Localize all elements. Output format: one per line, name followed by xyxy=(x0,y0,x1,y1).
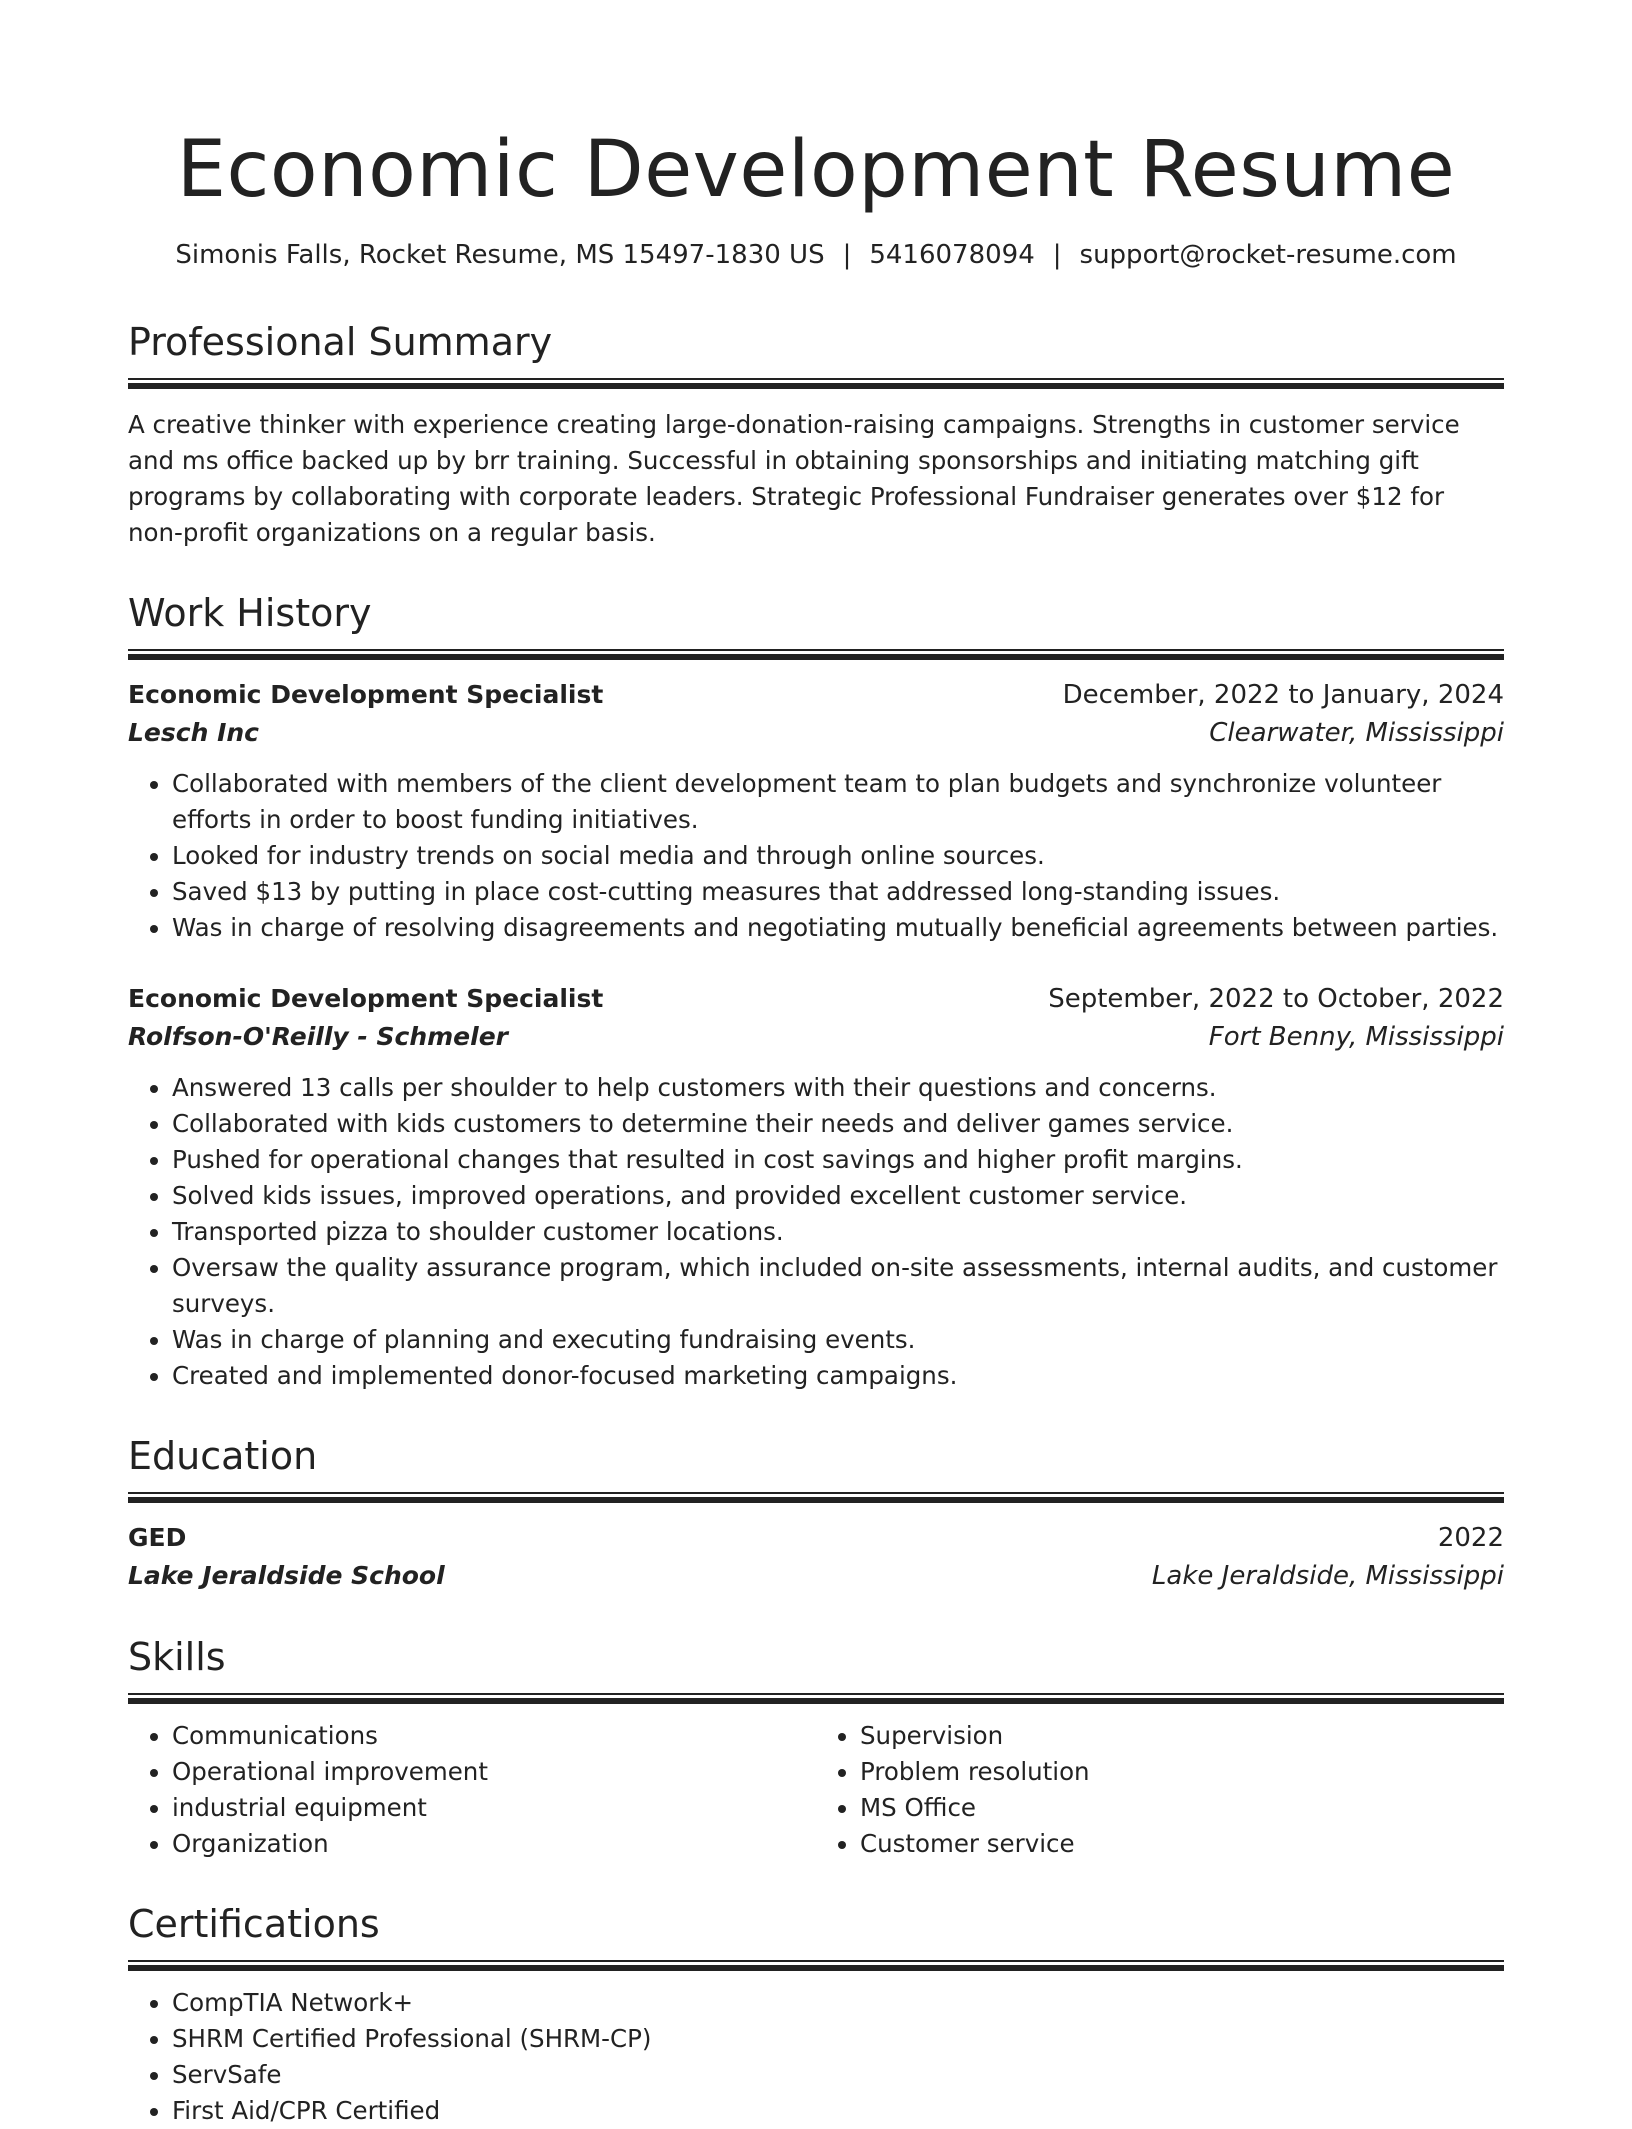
resume-title: Economic Development Resume xyxy=(176,125,1456,215)
contact-line xyxy=(128,238,1504,272)
job-location: Fort Benny, Mississippi xyxy=(1208,1022,1504,1052)
list-item: • Supervision xyxy=(860,1718,1504,1754)
summary-section xyxy=(128,318,1504,551)
list-item: • Created and implemented donor-focused marketing campaigns. xyxy=(172,1358,1504,1394)
list-item: • Was in charge of resolving disagreements and negotiating mutually beneficial agreements between parties. xyxy=(172,910,1504,946)
job-company-row xyxy=(128,714,1504,752)
list-item: • Communications xyxy=(172,1718,816,1754)
section-heading-work-history: Work History xyxy=(128,591,372,635)
list-item: • Answered 13 calls per shoulder to help customers with their questions and concerns. xyxy=(172,1070,1504,1106)
work-history-section xyxy=(128,589,1504,1394)
list-item: • Transported pizza to shoulder customer locations. xyxy=(172,1214,1504,1250)
job-bullets xyxy=(128,1070,1504,1394)
job-company: Rolfson-O'Reilly - Schmeler xyxy=(128,1022,508,1051)
certifications-list xyxy=(128,1985,1504,2129)
job-dates: September, 2022 to October, 2022 xyxy=(1048,984,1504,1014)
certifications-section xyxy=(128,1900,1504,2129)
list-item: • Solved kids issues, improved operations, and provided excellent customer service. xyxy=(172,1178,1504,1214)
section-heading-summary: Professional Summary xyxy=(128,320,553,364)
list-item: • Operational improvement xyxy=(172,1754,816,1790)
section-divider xyxy=(128,378,1504,389)
job-entry xyxy=(128,980,1504,1394)
skills-list-right xyxy=(816,1718,1504,1862)
education-entry xyxy=(128,1519,1504,1595)
section-divider xyxy=(128,1960,1504,1971)
job-location: Clearwater, Mississippi xyxy=(1209,718,1504,748)
job-dates: December, 2022 to January, 2024 xyxy=(1062,680,1504,710)
section-heading-education: Education xyxy=(128,1434,318,1478)
list-item: • Oversaw the quality assurance program, which included on-site assessments, internal audits, and customer surveys. xyxy=(172,1250,1504,1322)
education-year: 2022 xyxy=(1437,1523,1504,1553)
contact-separator: | xyxy=(842,240,852,270)
contact-email: support@rocket-resume.com xyxy=(1079,240,1457,270)
list-item: • industrial equipment xyxy=(172,1790,816,1826)
list-item: • First Aid/CPR Certified xyxy=(172,2093,1504,2129)
education-school: Lake Jeraldside School xyxy=(128,1561,445,1590)
job-company-row xyxy=(128,1018,1504,1056)
job-header-row xyxy=(128,980,1504,1018)
list-item: • Saved $13 by putting in place cost-cutting measures that addressed long-standing issues. xyxy=(172,874,1504,910)
list-item: • Collaborated with members of the client development team to plan budgets and synchronize volunteer efforts in order to boost funding initiatives. xyxy=(172,766,1504,838)
job-title: Economic Development Specialist xyxy=(128,984,604,1013)
summary-text: A creative thinker with experience creating large-donation-raising campaigns. Strengths in customer service and ms office backed up by brr training. Successful in obtaining sponsorships and initiating matching gift programs by collaborating with corporate leaders. Strategic Professional Fundraiser generates over $12 for non-profit organizations on a regular basis. xyxy=(128,410,1460,547)
list-item: • Pushed for operational changes that resulted in cost savings and higher profit margins. xyxy=(172,1142,1504,1178)
list-item: • Collaborated with kids customers to determine their needs and deliver games service. xyxy=(172,1106,1504,1142)
list-item: • SHRM Certified Professional (SHRM-CP) xyxy=(172,2021,1504,2057)
job-company: Lesch Inc xyxy=(128,718,260,747)
list-item: • Organization xyxy=(172,1826,816,1862)
skills-section xyxy=(128,1633,1504,1862)
education-location: Lake Jeraldside, Mississippi xyxy=(1151,1561,1504,1591)
education-degree: GED xyxy=(128,1523,187,1552)
job-bullets xyxy=(128,766,1504,946)
section-divider xyxy=(128,1492,1504,1503)
skills-list-left xyxy=(128,1718,816,1862)
list-item: • MS Office xyxy=(860,1790,1504,1826)
list-item: • Problem resolution xyxy=(860,1754,1504,1790)
contact-separator: | xyxy=(1052,240,1062,270)
education-school-row xyxy=(128,1557,1504,1595)
skills-grid xyxy=(128,1718,1504,1862)
section-heading-certifications: Certifications xyxy=(128,1902,380,1946)
contact-address: Simonis Falls, Rocket Resume, MS 15497-1830 US xyxy=(175,240,825,270)
list-item: • CompTIA Network+ xyxy=(172,1985,1504,2021)
contact-phone: 5416078094 xyxy=(869,240,1035,270)
list-item: • Was in charge of planning and executing fundraising events. xyxy=(172,1322,1504,1358)
section-heading-skills: Skills xyxy=(128,1635,226,1679)
job-title: Economic Development Specialist xyxy=(128,680,604,709)
list-item: • Looked for industry trends on social media and through online sources. xyxy=(172,838,1504,874)
section-divider xyxy=(128,1693,1504,1704)
section-divider xyxy=(128,649,1504,660)
job-entry xyxy=(128,676,1504,946)
list-item: • Customer service xyxy=(860,1826,1504,1862)
job-header-row xyxy=(128,676,1504,714)
education-section xyxy=(128,1432,1504,1595)
education-header-row xyxy=(128,1519,1504,1557)
list-item: • ServSafe xyxy=(172,2057,1504,2093)
